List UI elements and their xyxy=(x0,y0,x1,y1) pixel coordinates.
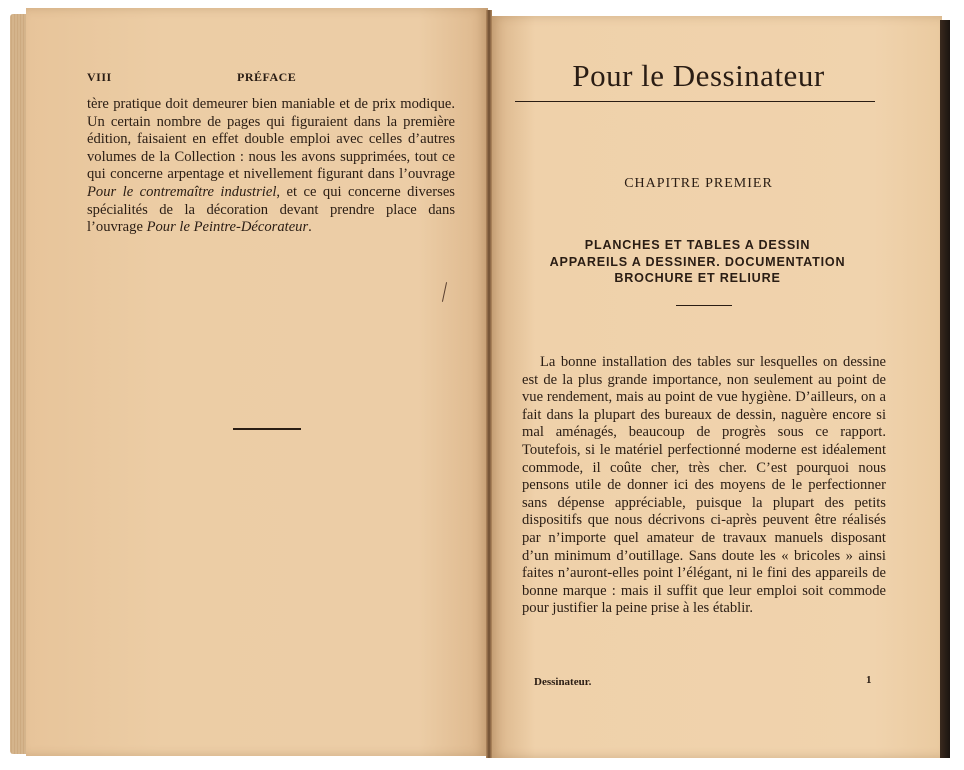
heading-line: BROCHURE ET RELIURE xyxy=(614,271,781,285)
page-title: Pour le Dessinateur xyxy=(572,58,825,93)
preface-text xyxy=(87,96,455,237)
book-title-reference: Pour le contremaître industriel xyxy=(87,183,277,200)
title-rule xyxy=(515,101,875,102)
section-divider xyxy=(233,428,301,430)
chapter-label: CHAPITRE PREMIER xyxy=(624,176,773,191)
text-segment: , et ce qui concerne diverses spécialités de la décoration devant prendre place dans l’ouvrage xyxy=(87,183,455,236)
book-gutter xyxy=(486,10,492,758)
page-number: 1 xyxy=(866,674,872,686)
chapter-heading xyxy=(505,237,890,287)
chapter-body xyxy=(522,354,886,618)
heading-line: PLANCHES ET TABLES A DESSIN xyxy=(584,238,811,252)
running-head xyxy=(87,70,455,86)
running-head-title: PRÉFACE xyxy=(237,70,297,84)
heading-line: APPAREILS A DESSINER. DOCUMENTATION xyxy=(549,254,846,269)
preface-paragraph xyxy=(87,96,455,237)
cover-edge xyxy=(940,20,950,758)
text-segment: tère pratique doit demeurer bien maniable et de prix modique. Un certain nombre de pages qui figuraient dans la première édition, faisaient en effet double emploi avec celles d’autres volumes de la Collection : nous les avons supprimées, tout ce qui concerne arpentage et nivellement figurant dans l’ouvrage xyxy=(87,96,455,183)
signature-mark: Dessinateur. xyxy=(534,676,592,688)
book-title-reference: Pour le Peintre-Décorateur xyxy=(146,219,309,236)
folio-number: VIII xyxy=(87,70,112,84)
heading-divider xyxy=(676,305,732,306)
body-paragraph: La bonne installation des tables sur lesquelles on dessine est de la plus grande importance, non seulement au point de vue rendement, mais au point de vue hygiène. D’ailleurs, on a fait dans la plupart des bureaux de dessin, naguère encore si mal aménagés, beaucoup de progrès sous ce rapport. Toutefois, si le matériel perfectionné moderne est idéalement commode, il coûte cher, très cher. C’est pourquoi nous pensons utile de donner ici des moyens de le perfectionner sans dépense appréciable, puisque la plupart des petits dispositifs que nous décrivons ci-après peuvent être réalisés par n’importe quel amateur de travaux manuels disposant d’un minimum d’outillage. Sans doute les « bricoles » ainsi faites n’auront-elles point l’élégant, ni le fini des appareils de bonne marque : mais il suffit que leur emploi soit commode pour justifier la peine prise à les établir. xyxy=(522,354,886,617)
text-segment: . xyxy=(308,219,312,236)
